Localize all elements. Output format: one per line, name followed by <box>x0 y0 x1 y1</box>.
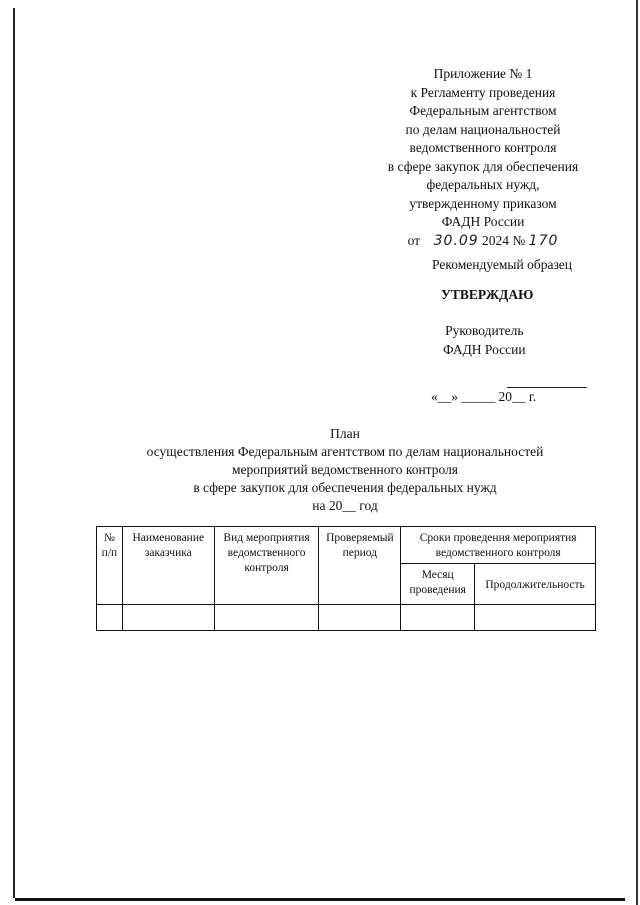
subheader-duration: Продолжительность <box>475 564 596 605</box>
plan-title-line: осуществления Федеральным агентством по делам национальностей <box>146 444 544 459</box>
appendix-line: федеральных нужд, <box>426 177 540 192</box>
approve-heading: УТВЕРЖДАЮ <box>441 287 534 302</box>
appendix-line: ФАДН России <box>441 214 525 229</box>
order-year: 2024 № <box>482 232 526 248</box>
page-edge-right <box>636 0 638 905</box>
header-number: № п/п <box>97 527 123 605</box>
table-header-row <box>97 527 596 564</box>
order-number-handwritten: 170 <box>528 232 559 249</box>
header-customer: Наименование заказчика <box>122 527 214 605</box>
appendix-line: утвержденному приказом <box>409 195 557 211</box>
header-terms: Сроки проведения мероприятия ведомственного контроля <box>401 527 596 564</box>
approver-position-line: Руководитель <box>445 323 524 338</box>
page-edge-bottom <box>15 898 625 901</box>
signature-line <box>507 387 587 388</box>
approval-date-template: «__» _____ 20__ г. <box>431 389 537 404</box>
header-period: Проверяемый период <box>319 527 401 605</box>
appendix-line: Федеральным агентством <box>409 103 557 118</box>
plan-title-line: на 20__ год <box>312 498 378 513</box>
plan-title-line: в сфере закупок для обеспечения федеральных нужд <box>193 480 497 495</box>
order-prefix: от <box>407 232 421 248</box>
plan-title-line: мероприятий ведомственного контроля <box>231 462 459 477</box>
plan-title-block <box>100 425 590 515</box>
table-cell[interactable] <box>97 605 123 631</box>
header-event-type: Вид мероприятия ведомственного контроля <box>214 527 319 605</box>
table-row <box>97 605 596 631</box>
approver-position-line: ФАДН России <box>443 342 526 357</box>
table-cell[interactable] <box>401 605 475 631</box>
table-cell[interactable] <box>122 605 214 631</box>
order-date-handwritten: 30.09 <box>433 232 479 249</box>
table-cell[interactable] <box>319 605 401 631</box>
appendix-line: в сфере закупок для обеспечения <box>387 158 579 174</box>
table-cell[interactable] <box>214 605 319 631</box>
appendix-line: Приложение № 1 <box>433 66 533 81</box>
table-cell[interactable] <box>475 605 596 631</box>
subheader-month: Месяц проведения <box>401 564 475 605</box>
appendix-line: по делам национальностей <box>405 121 561 137</box>
plan-table <box>96 526 596 631</box>
appendix-block <box>358 65 608 250</box>
appendix-line: к Регламенту проведения <box>410 84 556 100</box>
recommended-sample-label: Рекомендуемый образец <box>432 257 573 272</box>
order-reference <box>358 232 608 251</box>
appendix-line: ведомственного контроля <box>409 140 557 155</box>
approver-position <box>443 321 526 359</box>
plan-title-line: План <box>330 426 360 441</box>
page-edge-left <box>13 8 15 898</box>
